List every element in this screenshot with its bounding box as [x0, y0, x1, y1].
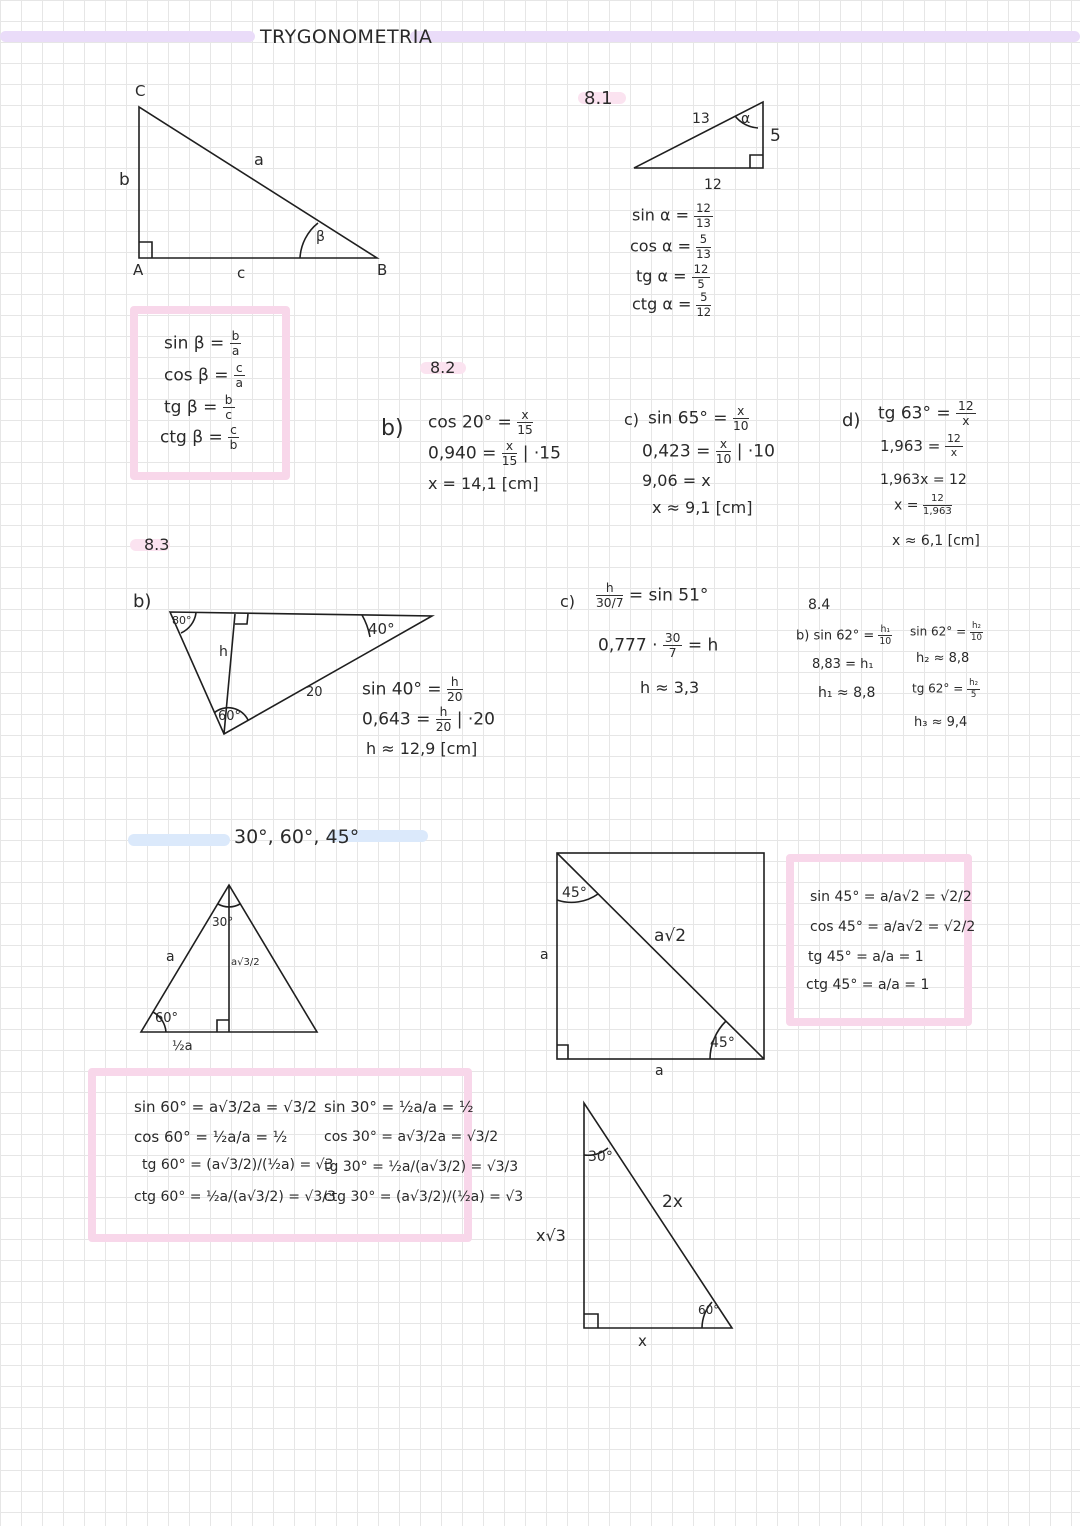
task-82c-line4: x ≈ 9,1 [cm]: [652, 498, 753, 517]
square-side-left-label: a: [540, 947, 549, 963]
ctg45-formula: ctg 45° = a/a = 1: [806, 977, 930, 993]
task-81-sin-fn: sin α =: [632, 205, 690, 225]
task-83c-line1-den: 30/7: [596, 596, 624, 611]
task-81-cos-fn: cos α =: [630, 236, 692, 256]
task-84b-line3: h₁ ≈ 8,8: [818, 685, 876, 701]
task-84b-line1-den: 10: [879, 636, 892, 648]
sin45-formula: sin 45° = a/a√2 = √2/2: [810, 889, 972, 905]
task-84b-line2: 8,83 = h₁: [812, 657, 874, 672]
definition-sin-num: b: [231, 329, 240, 343]
task-82c-line1-num: x: [733, 405, 749, 419]
task-82c-line2-text: 0,423 =: [642, 441, 711, 462]
task-83b-line1-num: h: [447, 676, 463, 690]
section-label-81: 8.1: [584, 88, 613, 109]
task-82d-line2-den: x: [950, 445, 958, 459]
task-84b-label: b): [796, 628, 810, 644]
task-83-angle-80-label: 80°: [172, 614, 192, 627]
tg60-formula: tg 60° = (a√3/2)/(½a) = √3: [142, 1157, 334, 1173]
task-82d-line1-num: 12: [958, 399, 974, 413]
cos30-formula: cos 30° = a√3/2a = √3/2: [324, 1129, 499, 1145]
task-83b-line2-num: h: [436, 706, 452, 720]
tg45-formula: tg 45° = a/a = 1: [808, 949, 924, 965]
angle-beta-label: β: [316, 229, 325, 245]
triangle-30-leg-left-label: x√3: [536, 1226, 566, 1245]
task-82b-line2-text: 0,940 =: [428, 443, 497, 464]
task-82d-line1-den: x: [962, 414, 970, 429]
task-82c-label: c): [624, 410, 640, 429]
tg30-formula: tg 30° = ½a/(a√3/2) = √3/3: [324, 1159, 519, 1175]
task-81-tg-fn: tg α =: [636, 266, 687, 286]
task-83c-line2-den: 7: [668, 646, 677, 661]
task-82d-line4-text: x =: [894, 497, 919, 514]
task-81-sin-num: 12: [696, 201, 711, 215]
task-82d-line4-num: 12: [923, 494, 952, 506]
sin60-formula: sin 60° = a√3/2a = √3/2: [134, 1098, 317, 1116]
ctg30-formula: ctg 30° = (a√3/2)/(½a) = √3: [324, 1189, 524, 1205]
equilateral-angle-30-label: 30°: [212, 915, 234, 929]
task-82d-line5: x ≈ 6,1 [cm]: [892, 533, 980, 549]
task-82d-line2-num: 12: [947, 432, 961, 445]
task-83c-line2-result: = h: [687, 635, 719, 656]
task-82c-line1-text: sin 65° =: [648, 408, 728, 429]
vertex-b-label: B: [377, 261, 388, 279]
task-84-right-line1-den: 10: [970, 632, 982, 643]
side-c-label: c: [237, 264, 246, 282]
task-82b-line1-num: x: [517, 409, 533, 423]
task-81-ctg-fn: ctg α =: [632, 294, 692, 314]
definition-tg-num: b: [224, 393, 233, 407]
task-81-angle-label: α: [741, 111, 751, 127]
task-83-height-label: h: [219, 644, 228, 660]
task-81-cos-num: 5: [696, 234, 711, 248]
task-82c-line2-den: 10: [715, 452, 732, 467]
equilateral-angle-60-label: 60°: [155, 1011, 179, 1026]
task-83-side-20-label: 20: [306, 685, 323, 700]
page-title: TRYGONOMETRIA: [260, 26, 433, 48]
task-82b-line2-num: x: [502, 440, 518, 454]
definition-ctg-num: c: [230, 423, 237, 437]
definition-ctg-fn: ctg β =: [160, 427, 223, 448]
side-a-label: a: [254, 150, 264, 169]
task-83b-label: b): [133, 591, 152, 612]
equilateral-half-base-label: ½a: [172, 1039, 193, 1054]
square-angle-top-label: 45°: [562, 885, 587, 901]
task-81-ctg-den: 12: [696, 304, 712, 319]
equilateral-side-label: a: [166, 949, 175, 965]
triangle-30-angle-60-label: 60°: [698, 1303, 720, 1317]
task-81-hyp-label: 13: [692, 111, 710, 127]
task-83c-line2-text: 0,777 ·: [598, 635, 658, 656]
definition-ctg-den: b: [229, 438, 238, 453]
task-83-angle-60-label: 60°: [218, 709, 242, 724]
task-83c-line2-num: 30: [664, 631, 681, 645]
definition-tg-fn: tg β =: [164, 397, 218, 418]
task-83b-line1-text: sin 40° =: [362, 679, 442, 700]
definition-cos-den: a: [235, 376, 244, 391]
task-82c-line1-den: 10: [732, 419, 749, 434]
definition-cos-fn: cos β =: [164, 365, 229, 386]
task-84-right-line4: h₃ ≈ 9,4: [914, 715, 968, 730]
section-label-82: 8.2: [430, 358, 456, 377]
task-83-angle-40-label: 40°: [368, 620, 395, 638]
definition-sin-fn: sin β =: [164, 333, 225, 354]
definition-cos-num: c: [235, 361, 243, 375]
task-83b-line3: h ≈ 12,9 [cm]: [366, 739, 478, 758]
task-84-right-line3-den: 5: [970, 689, 977, 700]
task-81-tg-num: 12: [693, 262, 709, 276]
task-82b-line2-den: 15: [501, 454, 518, 469]
task-83c-label: c): [560, 592, 576, 611]
task-82d-line3: 1,963x = 12: [880, 472, 967, 488]
task-82b-line2-operation: | ·15: [522, 443, 561, 464]
side-b-label: b: [119, 170, 130, 190]
task-83c-line1-num: h: [596, 582, 623, 596]
task-83b-line2-text: 0,643 =: [362, 709, 431, 730]
square-diagonal-label: a√2: [654, 926, 687, 946]
task-81-ctg-num: 5: [696, 292, 711, 306]
task-83c-line1-text: = sin 51°: [628, 585, 709, 606]
section-label-83: 8.3: [144, 535, 170, 554]
task-82d-label: d): [842, 410, 861, 431]
task-82b-line3: x = 14,1 [cm]: [428, 474, 539, 493]
task-84b-line1-text: sin 62° =: [813, 628, 875, 644]
ctg60-formula: ctg 60° = ½a/(a√3/2) = √3/3: [134, 1189, 336, 1205]
task-82c-line2-num: x: [716, 438, 732, 452]
task-81-horizontal-leg-label: 12: [704, 177, 722, 193]
task-81-tg-den: 5: [697, 276, 705, 291]
square-side-bottom-label: a: [655, 1063, 664, 1079]
task-84-right-line2: h₂ ≈ 8,8: [916, 651, 970, 666]
task-84-right-line1-num: h₂: [971, 621, 981, 631]
sin30-formula: sin 30° = ½a/a = ½: [324, 1098, 474, 1116]
task-81-cos-den: 13: [696, 246, 711, 261]
task-81-sin-den: 13: [696, 215, 711, 230]
cos60-formula: cos 60° = ½a/a = ½: [134, 1128, 288, 1146]
angles-heading: 30°, 60°, 45°: [234, 826, 360, 848]
task-82c-line3: 9,06 = x: [642, 471, 711, 490]
task-83c-line3: h ≈ 3,3: [640, 678, 700, 697]
task-83b-line2-operation: | ·20: [456, 709, 495, 730]
definition-sin-den: a: [231, 344, 240, 359]
triangle-30-leg-bottom-label: x: [638, 1332, 647, 1350]
task-82d-line2-text: 1,963 =: [880, 436, 941, 455]
task-84-right-line3-text: tg 62° =: [912, 681, 964, 696]
vertex-c-label: C: [135, 82, 146, 100]
task-84-right-line3-num: h₂: [969, 678, 979, 688]
triangle-30-hyp-label: 2x: [662, 1192, 683, 1212]
task-82b-label: b): [381, 416, 404, 441]
task-82b-line1-text: cos 20° =: [428, 412, 512, 433]
equilateral-height-label: a√3/2: [231, 957, 260, 968]
square-angle-bottom-label: 45°: [710, 1035, 735, 1051]
definition-tg-den: c: [225, 408, 233, 423]
task-81-vertical-leg-label: 5: [770, 126, 781, 146]
task-83b-line2-den: 20: [435, 720, 452, 735]
task-82b-line1-den: 15: [517, 423, 533, 438]
task-84-right-line1-text: sin 62° =: [910, 624, 967, 639]
task-82c-line2-operation: | ·10: [736, 441, 775, 462]
task-82d-line1-text: tg 63° =: [878, 403, 951, 424]
task-83b-line1-den: 20: [446, 690, 463, 705]
cos45-formula: cos 45° = a/a√2 = √2/2: [810, 919, 976, 935]
triangle-30-angle-label: 30°: [588, 1149, 613, 1165]
task-82d-line4-den: 1,963: [922, 506, 952, 518]
task-84b-line1-num: h₁: [880, 624, 891, 635]
vertex-a-label: A: [133, 261, 144, 279]
section-label-84: 8.4: [808, 597, 831, 613]
